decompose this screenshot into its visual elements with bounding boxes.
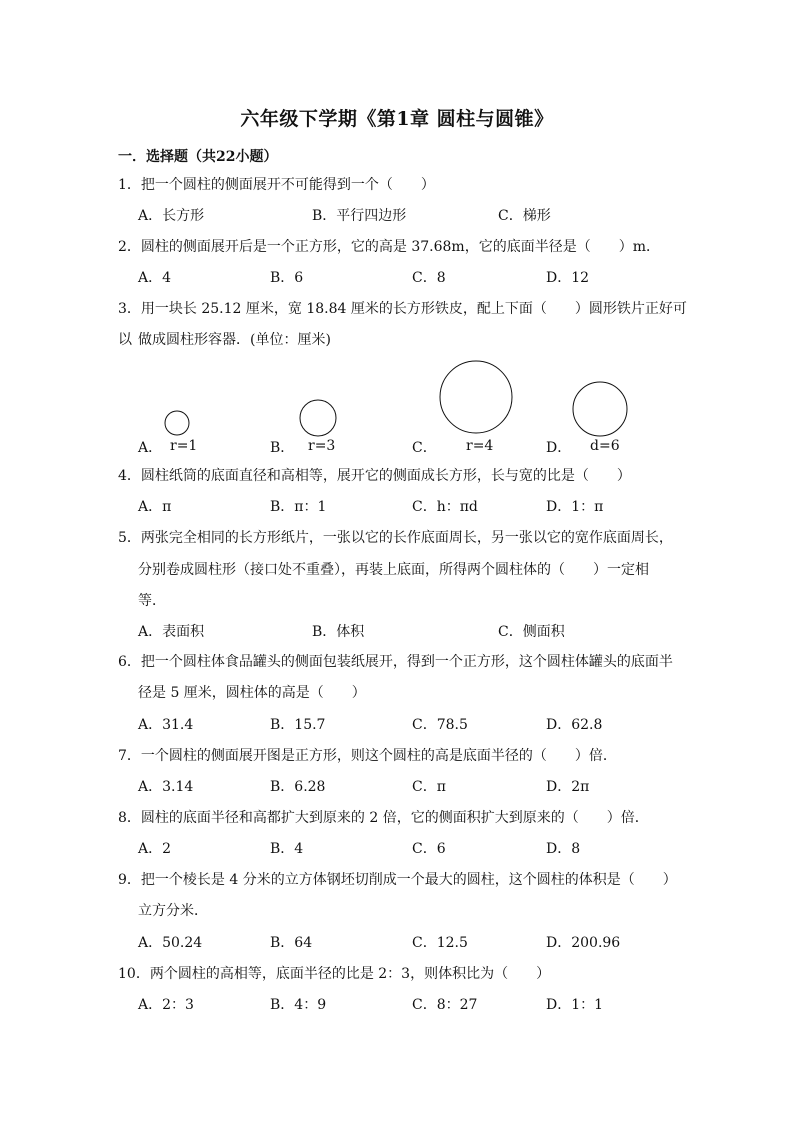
q5-option-b[interactable]: B．体积 — [312, 624, 365, 640]
circle-option-d — [573, 382, 627, 436]
q4-option-c[interactable]: C．h：πd — [412, 499, 478, 515]
question-5-cont: 分别卷成圆柱形（接口处不重叠），再装上底面，所得两个圆柱体的（ ）一定相 — [138, 562, 649, 578]
question-7: 7．一个圆柱的侧面展开图是正方形，则这个圆柱的高是底面半径的（ ）倍． — [118, 748, 617, 764]
q7-option-a[interactable]: A．3.14 — [138, 779, 194, 795]
q1-option-b[interactable]: B．平行四边形 — [312, 208, 407, 224]
q8-option-a[interactable]: A．2 — [138, 841, 172, 857]
q6-option-d[interactable]: D．62.8 — [546, 717, 603, 733]
q7-option-b[interactable]: B．6.28 — [270, 779, 326, 795]
question-9-cont: 立方分米． — [138, 903, 208, 919]
q2-option-d[interactable]: D．12 — [546, 270, 590, 286]
q3-option-d[interactable]: D． — [546, 440, 572, 456]
q3-label-b: r=3 — [308, 438, 336, 454]
section-heading: 一．选择题（共22小题） — [118, 149, 278, 165]
q6-option-a[interactable]: A．31.4 — [138, 717, 194, 733]
q5-option-c[interactable]: C．侧面积 — [498, 624, 565, 640]
q1-option-a[interactable]: A．长方形 — [138, 208, 205, 224]
question-10: 10．两个圆柱的高相等，底面半径的比是 2：3，则体积比为（ ） — [118, 966, 551, 982]
circle-option-c — [440, 361, 512, 433]
q3-option-a[interactable]: A． — [138, 440, 163, 456]
q4-option-b[interactable]: B．π：1 — [270, 499, 327, 515]
q6-option-c[interactable]: C．78.5 — [412, 717, 468, 733]
q7-option-c[interactable]: C．π — [412, 779, 446, 795]
q10-option-b[interactable]: B．4：9 — [270, 997, 327, 1013]
q4-option-a[interactable]: A．π — [138, 499, 172, 515]
q3-label-c: r=4 — [466, 438, 494, 454]
question-8: 8．圆柱的底面半径和高都扩大到原来的 2 倍，它的侧面积扩大到原来的（ ）倍． — [118, 810, 649, 826]
question-6: 6．把一个圆柱体食品罐头的侧面包装纸展开，得到一个正方形，这个圆柱体罐头的底面半 — [118, 654, 673, 670]
question-3-cont: 做成圆柱形容器．(单位：厘米) — [138, 332, 331, 348]
q3-label-a: r=1 — [170, 438, 198, 454]
q2-option-c[interactable]: C．8 — [412, 270, 446, 286]
q9-option-c[interactable]: C．12.5 — [412, 935, 468, 951]
circle-figures — [0, 350, 794, 440]
q8-option-d[interactable]: D．8 — [546, 841, 581, 857]
q9-option-a[interactable]: A．50.24 — [138, 935, 203, 951]
q4-option-d[interactable]: D．1：π — [546, 499, 604, 515]
question-5: 5．两张完全相同的长方形纸片，一张以它的长作底面周长，另一张以它的宽作底面周长， — [118, 530, 673, 546]
question-2: 2．圆柱的侧面展开后是一个正方形，它的高是 37.68m，它的底面半径是（ ）m． — [118, 239, 660, 255]
q2-option-b[interactable]: B．6 — [270, 270, 304, 286]
q10-option-d[interactable]: D．1：1 — [546, 997, 604, 1013]
question-5-cont2: 等． — [138, 593, 166, 609]
q3-option-b[interactable]: B． — [270, 440, 295, 456]
q5-option-a[interactable]: A．表面积 — [138, 624, 205, 640]
q10-option-c[interactable]: C．8：27 — [412, 997, 478, 1013]
q3-option-c[interactable]: C． — [412, 440, 437, 456]
q8-option-b[interactable]: B．4 — [270, 841, 304, 857]
q3-label-d: d=6 — [590, 438, 620, 454]
q7-option-d[interactable]: D．2π — [546, 779, 590, 795]
q2-option-a[interactable]: A．4 — [138, 270, 172, 286]
q10-option-a[interactable]: A．2：3 — [138, 997, 194, 1013]
q9-option-d[interactable]: D．200.96 — [546, 935, 621, 951]
question-6-cont: 径是 5 厘米，圆柱体的高是（ ） — [138, 685, 366, 701]
q1-option-c[interactable]: C．梯形 — [498, 208, 551, 224]
q8-option-c[interactable]: C．6 — [412, 841, 446, 857]
page-title: 六年级下学期《第1章 圆柱与圆锥》 — [240, 108, 554, 130]
circle-option-b — [300, 400, 336, 436]
question-3: 3．用一块长 25.12 厘米，宽 18.84 厘米的长方形铁皮，配上下面（ ）圆形铁片正好可以 — [118, 301, 687, 348]
question-1: 1．把一个圆柱的侧面展开不可能得到一个（ ） — [118, 177, 435, 193]
q6-option-b[interactable]: B．15.7 — [270, 717, 326, 733]
circle-option-a — [165, 411, 189, 435]
q9-option-b[interactable]: B．64 — [270, 935, 313, 951]
question-9: 9．把一个棱长是 4 分米的立方体钢坯切削成一个最大的圆柱，这个圆柱的体积是（ ） — [118, 872, 677, 888]
question-4: 4．圆柱纸筒的底面直径和高相等，展开它的侧面成长方形，长与宽的比是（ ） — [118, 468, 631, 484]
